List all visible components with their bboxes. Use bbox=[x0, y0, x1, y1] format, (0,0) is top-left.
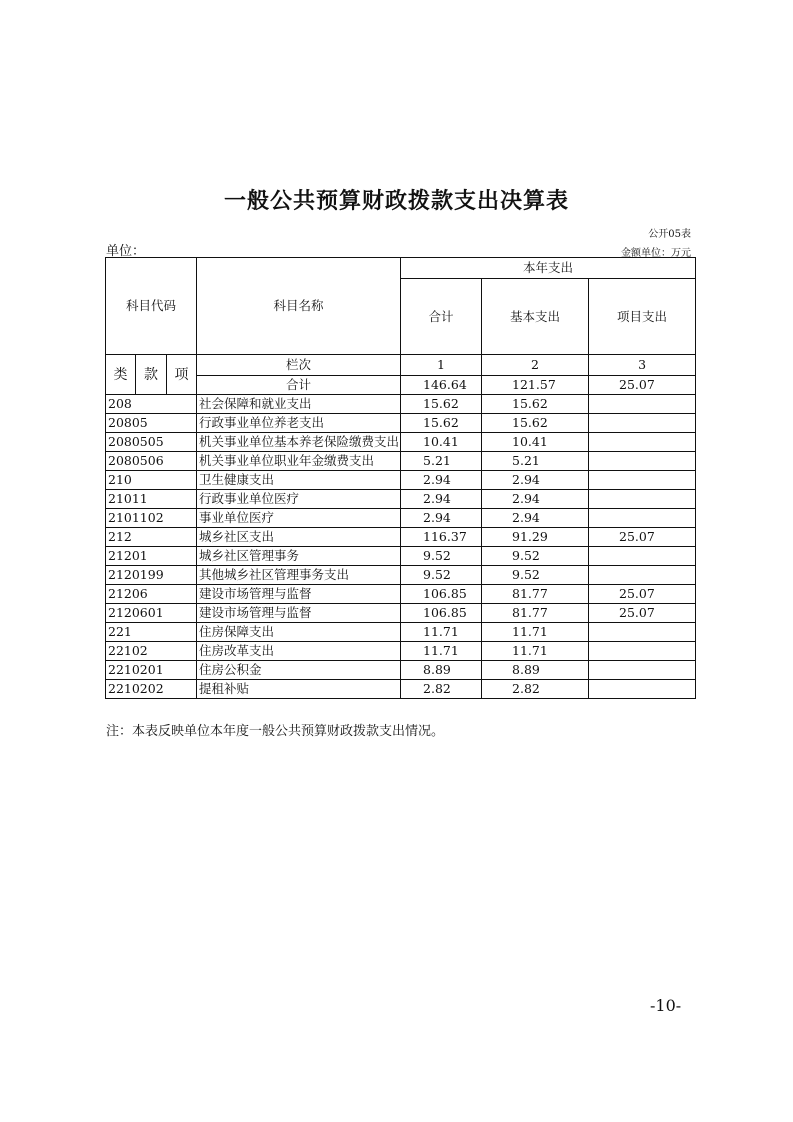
header-section: 款 bbox=[136, 355, 167, 395]
row-project bbox=[589, 471, 696, 490]
table-row bbox=[106, 414, 696, 433]
row-code: 22102 bbox=[106, 642, 197, 661]
row-name: 建设市场管理与监督 bbox=[197, 585, 401, 604]
header-name: 科目名称 bbox=[197, 258, 401, 355]
amount-unit-label: 金额单位：万元 bbox=[621, 248, 691, 259]
table-row bbox=[106, 604, 696, 623]
totals-label: 合计 bbox=[197, 376, 401, 395]
row-name: 住房保障支出 bbox=[197, 623, 401, 642]
row-code: 2210201 bbox=[106, 661, 197, 680]
row-code: 2120601 bbox=[106, 604, 197, 623]
row-total: 15.62 bbox=[401, 414, 482, 433]
row-project bbox=[589, 509, 696, 528]
row-basic: 2.82 bbox=[482, 680, 589, 699]
row-name: 社会保障和就业支出 bbox=[197, 395, 401, 414]
row-basic: 81.77 bbox=[482, 604, 589, 623]
unit-label: 单位： bbox=[106, 244, 146, 259]
header-code: 科目代码 bbox=[106, 258, 197, 355]
header-total: 合计 bbox=[401, 279, 482, 355]
table-row bbox=[106, 680, 696, 699]
table-row bbox=[106, 433, 696, 452]
row-name: 行政事业单位养老支出 bbox=[197, 414, 401, 433]
row-basic: 11.71 bbox=[482, 642, 589, 661]
row-name: 建设市场管理与监督 bbox=[197, 604, 401, 623]
row-total: 2.94 bbox=[401, 490, 482, 509]
totals-total: 146.64 bbox=[401, 376, 482, 395]
table-row bbox=[106, 566, 696, 585]
header-row-3 bbox=[106, 355, 696, 376]
row-code: 208 bbox=[106, 395, 197, 414]
table-row bbox=[106, 623, 696, 642]
header-this-year: 本年支出 bbox=[401, 258, 696, 279]
row-total: 2.94 bbox=[401, 471, 482, 490]
table-row bbox=[106, 547, 696, 566]
row-project: 25.07 bbox=[589, 528, 696, 547]
row-project: 25.07 bbox=[589, 604, 696, 623]
row-basic: 15.62 bbox=[482, 414, 589, 433]
row-name: 住房改革支出 bbox=[197, 642, 401, 661]
column-number-2: 2 bbox=[482, 355, 589, 376]
row-total: 2.82 bbox=[401, 680, 482, 699]
row-name: 提租补贴 bbox=[197, 680, 401, 699]
table-row bbox=[106, 490, 696, 509]
row-total: 11.71 bbox=[401, 623, 482, 642]
row-code: 20805 bbox=[106, 414, 197, 433]
row-basic: 5.21 bbox=[482, 452, 589, 471]
table-row bbox=[106, 642, 696, 661]
row-total: 116.37 bbox=[401, 528, 482, 547]
row-basic: 81.77 bbox=[482, 585, 589, 604]
table-row bbox=[106, 528, 696, 547]
row-project bbox=[589, 661, 696, 680]
row-code: 2101102 bbox=[106, 509, 197, 528]
table-row bbox=[106, 661, 696, 680]
row-project bbox=[589, 547, 696, 566]
header-item: 项 bbox=[167, 355, 197, 395]
column-label: 栏次 bbox=[197, 355, 401, 376]
row-project: 25.07 bbox=[589, 585, 696, 604]
form-number: 公开05表 bbox=[648, 229, 691, 240]
row-code: 2120199 bbox=[106, 566, 197, 585]
row-basic: 2.94 bbox=[482, 509, 589, 528]
row-name: 行政事业单位医疗 bbox=[197, 490, 401, 509]
totals-basic: 121.57 bbox=[482, 376, 589, 395]
row-code: 21201 bbox=[106, 547, 197, 566]
row-basic: 15.62 bbox=[482, 395, 589, 414]
table-row bbox=[106, 471, 696, 490]
header-row-1 bbox=[106, 258, 696, 279]
row-total: 2.94 bbox=[401, 509, 482, 528]
row-code: 21011 bbox=[106, 490, 197, 509]
row-project bbox=[589, 414, 696, 433]
row-basic: 2.94 bbox=[482, 490, 589, 509]
row-total: 106.85 bbox=[401, 604, 482, 623]
row-project bbox=[589, 623, 696, 642]
header-project: 项目支出 bbox=[589, 279, 696, 355]
footnote: 注：本表反映单位本年度一般公共预算财政拨款支出情况。 bbox=[106, 724, 445, 739]
row-project bbox=[589, 452, 696, 471]
row-basic: 8.89 bbox=[482, 661, 589, 680]
row-name: 住房公积金 bbox=[197, 661, 401, 680]
row-basic: 91.29 bbox=[482, 528, 589, 547]
row-total: 5.21 bbox=[401, 452, 482, 471]
row-code: 212 bbox=[106, 528, 197, 547]
row-basic: 10.41 bbox=[482, 433, 589, 452]
table-row bbox=[106, 395, 696, 414]
totals-project: 25.07 bbox=[589, 376, 696, 395]
row-name: 机关事业单位基本养老保险缴费支出 bbox=[197, 433, 401, 452]
row-basic: 9.52 bbox=[482, 547, 589, 566]
row-code: 221 bbox=[106, 623, 197, 642]
row-basic: 2.94 bbox=[482, 471, 589, 490]
row-basic: 9.52 bbox=[482, 566, 589, 585]
row-name: 其他城乡社区管理事务支出 bbox=[197, 566, 401, 585]
row-project bbox=[589, 566, 696, 585]
row-project bbox=[589, 395, 696, 414]
page-number: -10- bbox=[650, 996, 682, 1015]
row-project bbox=[589, 490, 696, 509]
header-category: 类 bbox=[106, 355, 136, 395]
header-basic: 基本支出 bbox=[482, 279, 589, 355]
table-row bbox=[106, 452, 696, 471]
column-number-3: 3 bbox=[589, 355, 696, 376]
row-code: 2080505 bbox=[106, 433, 197, 452]
row-project bbox=[589, 680, 696, 699]
row-project bbox=[589, 642, 696, 661]
page-title: 一般公共预算财政拨款支出决算表 bbox=[223, 189, 569, 214]
row-total: 10.41 bbox=[401, 433, 482, 452]
row-code: 210 bbox=[106, 471, 197, 490]
row-name: 城乡社区管理事务 bbox=[197, 547, 401, 566]
table-row bbox=[106, 585, 696, 604]
row-total: 9.52 bbox=[401, 547, 482, 566]
row-code: 21206 bbox=[106, 585, 197, 604]
row-code: 2080506 bbox=[106, 452, 197, 471]
row-name: 卫生健康支出 bbox=[197, 471, 401, 490]
row-total: 8.89 bbox=[401, 661, 482, 680]
row-basic: 11.71 bbox=[482, 623, 589, 642]
row-total: 11.71 bbox=[401, 642, 482, 661]
table-row bbox=[106, 509, 696, 528]
row-total: 106.85 bbox=[401, 585, 482, 604]
row-name: 机关事业单位职业年金缴费支出 bbox=[197, 452, 401, 471]
row-name: 城乡社区支出 bbox=[197, 528, 401, 547]
row-code: 2210202 bbox=[106, 680, 197, 699]
row-total: 9.52 bbox=[401, 566, 482, 585]
row-total: 15.62 bbox=[401, 395, 482, 414]
expenditure-table bbox=[105, 257, 696, 699]
row-name: 事业单位医疗 bbox=[197, 509, 401, 528]
column-number-1: 1 bbox=[401, 355, 482, 376]
row-project bbox=[589, 433, 696, 452]
